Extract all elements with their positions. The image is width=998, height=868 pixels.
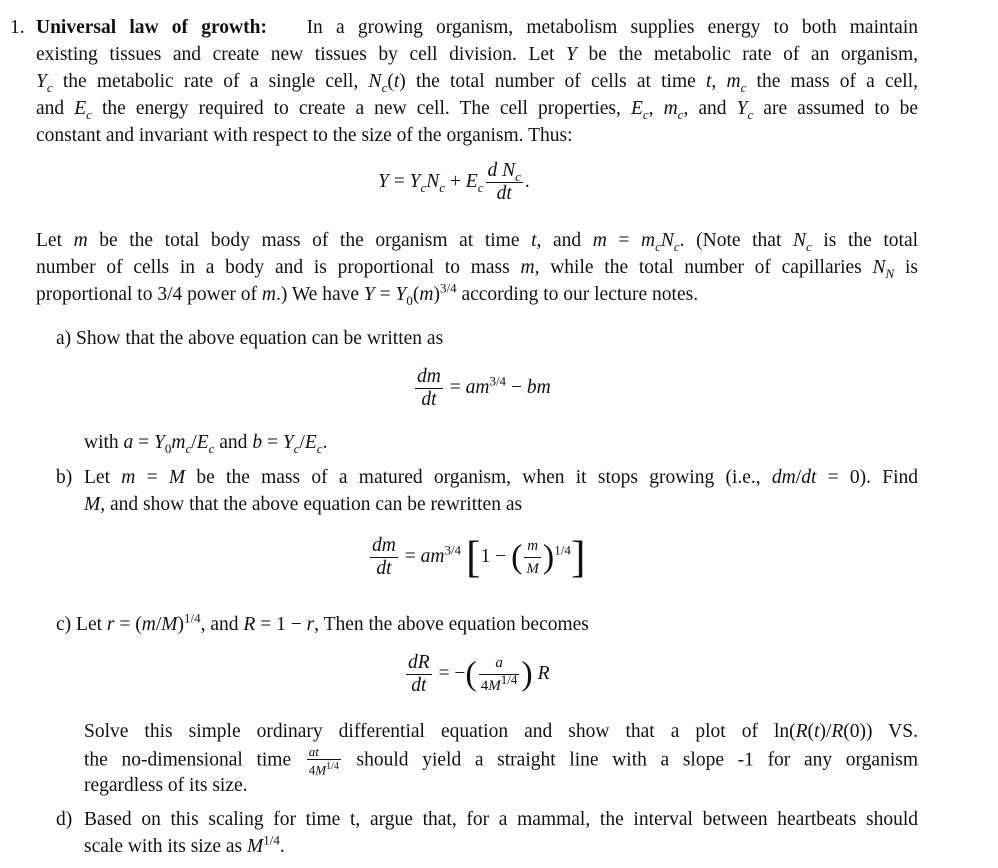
problem-number: 1. [10, 17, 25, 38]
problem-intro-line-1: Universal law of growth: In a growing organism, metabolism supplies energy to both maintain [36, 17, 918, 38]
part-c-label: c) [56, 614, 72, 635]
part-c-line-1: Solve this simple ordinary differential equation and show that a plot of ln(R(t)/R(0)) VS. [84, 721, 918, 742]
part-a-followup: with $a = Y_0m_c/E_c$ and $b = Y_c/E_c$. [84, 432, 328, 456]
equation-c: $\frac{dR}{dt}$ = −( $\frac{a}{4M1/4}$ ) R [408, 652, 550, 696]
problem-intro-line-3: $Y_c$ the metabolic rate of a single cell, $N_c(t)$ the total number of cells at time t, $m_c$ the mass of a cell, [36, 71, 919, 95]
part-d-label: d) [56, 809, 73, 830]
part-b-line-2: M, and show that the above equation can be rewritten as [84, 494, 523, 515]
part-c: c) Let $r = (m/M)^{1/4}$, and R = 1 − r, Then the above equation becomes [56, 610, 589, 635]
part-a-label: a) [56, 328, 72, 349]
problem-intro-line-2: existing tissues and create new tissues by cell division. Let Y be the metabolic rate of an organism, [36, 44, 918, 65]
equation-a: $\frac{dm}{dt}$ = $am^{3/4}$ − bm [417, 366, 551, 410]
part-d-line-2: scale with its size as $M^{1/4}$. [84, 832, 285, 857]
part-a-text: Show that the above equation can be written as [76, 328, 444, 349]
paragraph-line-1: Let m be the total body mass of the organism at time t, and $m = m_cN_c$. (Note that $N_c$ is the total [36, 230, 919, 254]
part-c-line-2: the no-dimensional time $\frac{at}{4M^{1/4}}$ should yield a straight line with a slope -1 for any organism [84, 744, 918, 778]
equation-b: $\frac{dm}{dt}$ = $am^{3/4}$ [1 − ( $\frac{m}{M}$ )$^{1/4}$] [372, 532, 586, 582]
part-c-line-3: regardless of its size. [84, 775, 248, 796]
paragraph-line-3: proportional to 3/4 power of m.) We have $Y = Y_0(m)^{3/4}$ according to our lecture notes. [36, 280, 699, 308]
paragraph-line-2: number of cells in a body and is proportional to mass m, while the total number of capillaries $N_N$ is [36, 257, 918, 281]
part-b-label: b) [56, 467, 73, 488]
part-b-line-1: Let m = M be the mass of a matured organism, when it stops growing (i.e., dm/dt = 0). Find [84, 467, 919, 488]
part-a [56, 325, 443, 352]
problem-intro-line-4: and $E_c$ the energy required to create a new cell. The cell properties, $E_c$, $m_c$, and $Y_c$ are assumed to be [36, 98, 919, 122]
problem-intro-line-5: constant and invariant with respect to the size of the organism. Thus: [36, 125, 573, 146]
problem-title: Universal law of growth: [36, 17, 267, 38]
part-d-line-1: Based on this scaling for time t, argue that, for a mammal, the interval between heartbeats should [84, 809, 918, 830]
equation-main: $Y = Y_cN_c + E_c$ $\frac{d N_c}{dt}$ . [378, 160, 530, 204]
